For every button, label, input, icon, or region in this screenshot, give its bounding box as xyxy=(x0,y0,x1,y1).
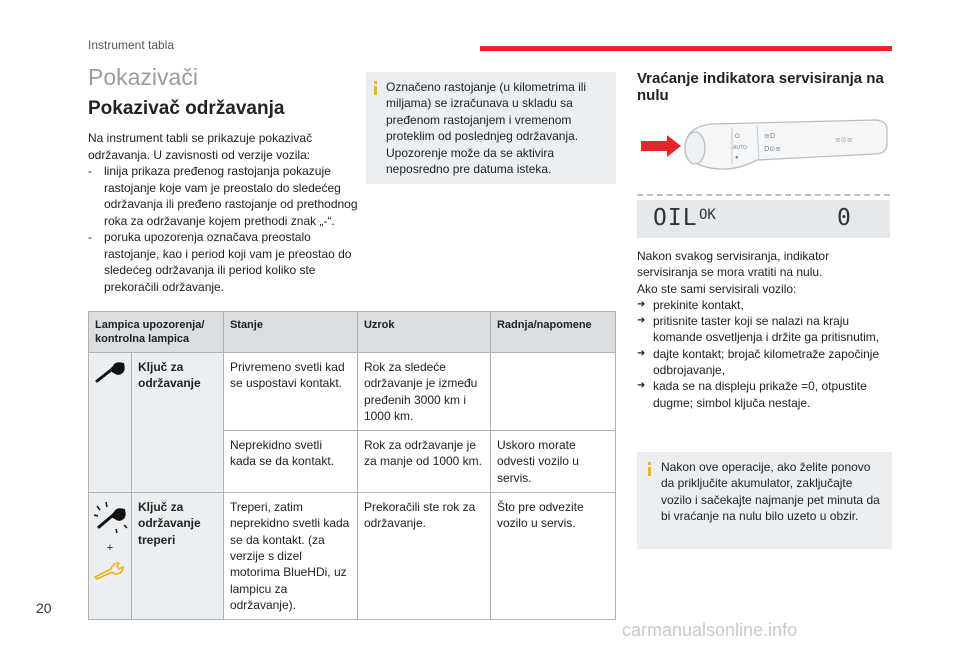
svg-text:O: O xyxy=(735,134,740,140)
warning-lamp-table xyxy=(88,311,616,620)
info-note-text: Označeno rastojanje (u kilometrima ili miljama) se izračunava u skladu sa pređenom rastojanjem i vremenom proteklim od poslednjeg održavanja. Upozorenje može da se aktivira neposredno pre datuma isteka. xyxy=(386,80,587,177)
header-accent-bar xyxy=(480,46,892,51)
watermark: carmanualsonline.info xyxy=(622,620,798,640)
chapter-label: Instrument tabla xyxy=(88,38,175,52)
lamp-icon-cell xyxy=(89,493,132,620)
wrench-icon xyxy=(94,361,126,385)
plus-sign: + xyxy=(106,542,114,555)
action-cell: Što pre odvezite vozilo u servis. xyxy=(490,493,615,620)
svg-text:D⊙≡: D⊙≡ xyxy=(764,145,782,153)
bullet-icon: ➜ xyxy=(637,380,646,392)
page-number: 20 xyxy=(36,600,52,616)
svg-text:●: ● xyxy=(735,155,739,161)
action-cell xyxy=(490,353,615,431)
info-icon xyxy=(647,462,651,476)
info-note-bottom-text: Nakon ove operacije, ako želite ponovo da priključite akumulator, zaključajte vozilo i sačekajte najmanje pet minuta da bi vraćanje na nulu bilo uzeto u obzir. xyxy=(661,460,880,524)
section-title: Pokazivači xyxy=(88,64,198,90)
bullet-icon: ➜ xyxy=(637,298,646,310)
reset-intro-1: Nakon svakog servisiranja, indikator servisiranja se mora vratiti na nulu. xyxy=(637,249,830,280)
col-header-lamp: Lampica upozorenja/ kontrolna lampica xyxy=(89,312,224,353)
col-header-action: Radnja/napomene xyxy=(490,312,615,353)
zero-value: 0 xyxy=(837,205,851,231)
step-item: ➜ prekinite kontakt, xyxy=(637,297,744,312)
reset-instructions xyxy=(637,248,892,411)
oil-label: OIL xyxy=(653,205,698,231)
intro-text xyxy=(88,130,360,295)
state-cell: Neprekidno svetli kada se da kontakt. xyxy=(223,431,357,493)
cause-cell: Rok za održavanje je za manje od 1000 km. xyxy=(357,431,490,493)
intro-list-item: - linija prikaza pređenog rastojanja pokazuje rastojanje koje vam je preostalo do sledećeg održavanja ili pređeno rastojanje od prethodnog roka za održavanje kojem prethodi znak „-“. xyxy=(88,164,358,228)
state-cell: Privremeno svetli kad se uspostavi kontakt. xyxy=(223,353,357,431)
step-item: ➜ kada se na displeju prikaže =0, otpustite dugme; simbol ključa nestaje. xyxy=(637,379,867,410)
wrench-outline-icon xyxy=(92,559,128,581)
col-header-state: Stanje xyxy=(223,312,357,353)
ok-label: OK xyxy=(699,207,716,223)
svg-text:≡⊙≡: ≡⊙≡ xyxy=(835,136,853,144)
svg-text:AUTO: AUTO xyxy=(733,145,747,151)
subsection-title: Pokazivač održavanja xyxy=(88,98,285,119)
bullet-icon: ➜ xyxy=(637,315,646,327)
reset-section-title: Vraćanje indikatora servisiranja na nulu xyxy=(637,70,884,104)
info-note xyxy=(366,72,616,184)
reset-intro-2: Ako ste sami servisirali vozilo: xyxy=(637,281,797,296)
step-item: ➜ pritisnite taster koji se nalazi na kraju komande osvetljenja i držite ga pritisnutim, xyxy=(637,314,880,345)
lamp-label: Ključ za održavanje treperi xyxy=(132,493,224,620)
svg-text:≡D: ≡D xyxy=(764,132,776,140)
flashing-wrench-icon xyxy=(91,501,129,535)
action-cell: Uskoro morate odvesti vozilo u servis. xyxy=(490,431,615,493)
info-note-bottom xyxy=(637,452,892,549)
state-cell: Treperi, zatim neprekidno svetli kada se da kontakt. (za verzije s dizel motorima BlueHDi, uz lampicu za održavanje). xyxy=(223,493,357,620)
table-header-row xyxy=(89,312,616,353)
col-header-cause: Uzrok xyxy=(357,312,490,353)
intro-lead: Na instrument tabli se prikazuje pokazivač održavanja. U zavisnosti od verzije vozila: xyxy=(88,131,313,162)
lamp-icon-cell xyxy=(89,353,132,493)
step-item: ➜ dajte kontakt; brojač kilometraže započinje odbrojavanje, xyxy=(637,346,880,378)
divider xyxy=(637,194,890,196)
table-row xyxy=(89,493,616,620)
odometer-display xyxy=(637,200,890,238)
info-icon xyxy=(373,81,377,95)
lamp-label: Ključ za održavanje xyxy=(132,353,224,493)
bullet-icon: ➜ xyxy=(637,347,646,359)
intro-list-item: - poruka upozorenja označava preostalo rastojanje, kao i period koji vam je preostao do sledećeg održavanja ili period koliko ste prekoračili održavanje. xyxy=(88,230,352,294)
cause-cell: Prekoračili ste rok za održavanje. xyxy=(357,493,490,620)
lighting-stalk-illustration xyxy=(637,116,890,190)
table-row xyxy=(89,353,616,431)
cause-cell: Rok za sledeće održavanje je između pređenih 3000 km i 1000 km. xyxy=(357,353,490,431)
